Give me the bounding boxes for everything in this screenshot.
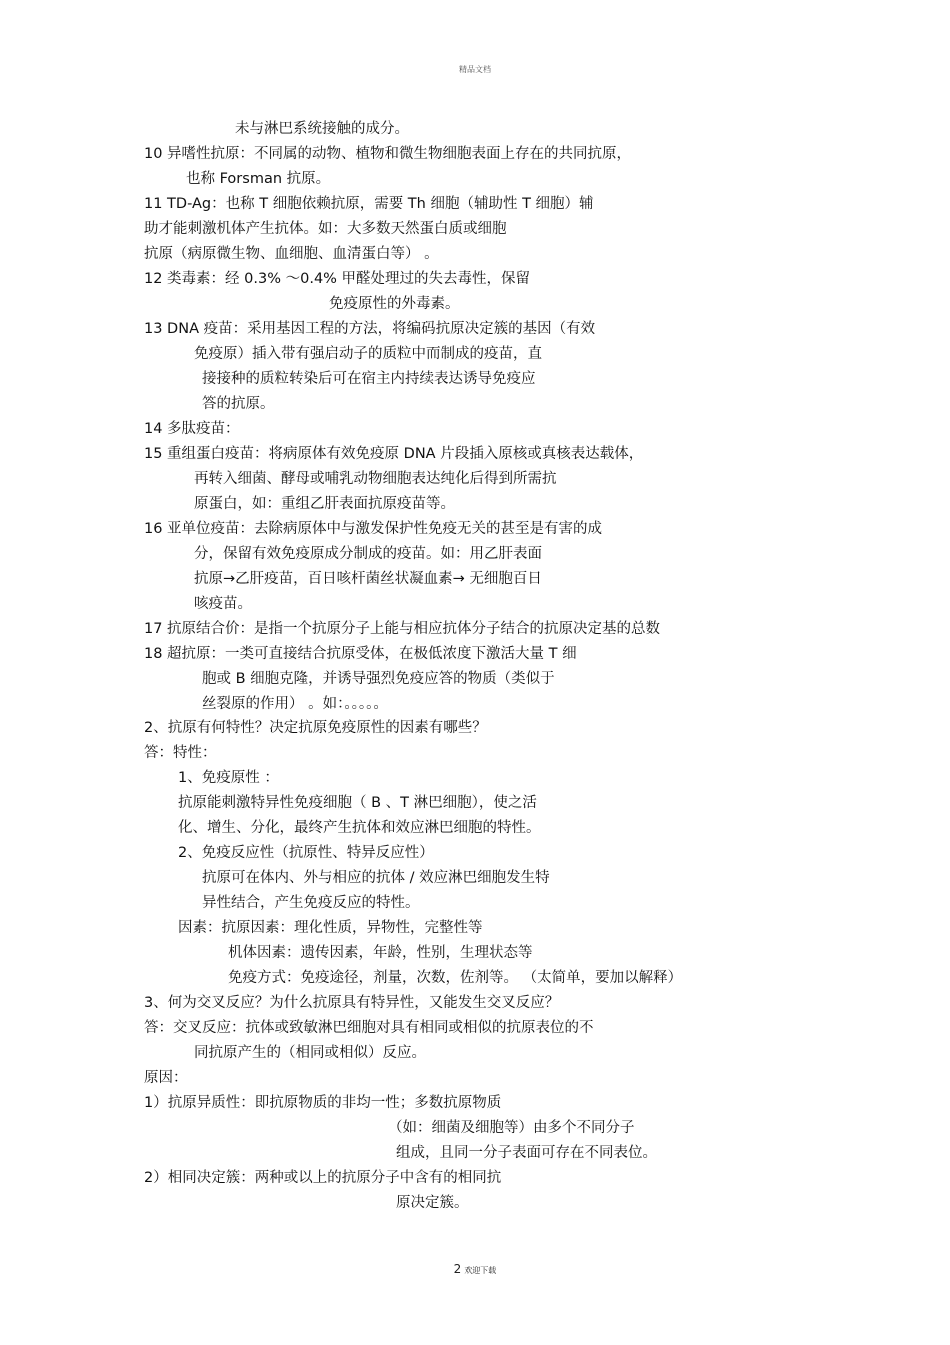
text-line: （如：细菌及细胞等）由多个不同分子 — [388, 1120, 635, 1136]
text-line: 16 亚单位疫苗：去除病原体中与激发保护性免疫无关的甚至是有害的成 — [144, 521, 603, 537]
text-line: 13 DNA 疫苗：采用基因工程的方法，将编码抗原决定簇的基因（有效 — [144, 321, 596, 337]
text-line: 答的抗原。 — [202, 396, 275, 412]
text-line: 抗原（病原微生物、血细胞、血清蛋白等） 。 — [144, 246, 439, 262]
footer-text: 欢迎下载 — [464, 1266, 497, 1275]
text-line: 接接种的质粒转染后可在宿主内持续表达诱导免疫应 — [202, 371, 536, 387]
text-line: 10 异嗜性抗原：不同属的动物、植物和微生物细胞表面上存在的共同抗原， — [144, 146, 632, 162]
text-line: 2）相同决定簇：两种或以上的抗原分子中含有的相同抗 — [144, 1170, 502, 1186]
text-line: 17 抗原结合价：是指一个抗原分子上能与相应抗体分子结合的抗原决定基的总数 — [144, 621, 661, 637]
page-header: 精品文档 — [459, 65, 491, 74]
text-line: 原因： — [144, 1070, 188, 1086]
text-line: 原决定簇。 — [396, 1195, 469, 1211]
text-line: 异性结合，产生免疫反应的特性。 — [202, 895, 420, 911]
text-line: 助才能刺激机体产生抗体。如：大多数天然蛋白质或细胞 — [144, 221, 507, 237]
text-line: 答：交叉反应：抗体或致敏淋巴细胞对具有相同或相似的抗原表位的不 — [144, 1020, 594, 1036]
text-line: 抗原能刺激特异性免疫细胞（ B 、T 淋巴细胞），使之活 — [178, 795, 537, 811]
text-line: 3、何为交叉反应？为什么抗原具有特异性，又能发生交叉反应？ — [144, 995, 560, 1011]
text-line: 12 类毒素：经 0.3% ～0.4% 甲醛处理过的失去毒性，保留 — [144, 271, 531, 287]
text-line: 抗原可在体内、外与相应的抗体 / 效应淋巴细胞发生特 — [202, 870, 550, 886]
page-number: 2 — [453, 1262, 462, 1276]
text-line: 胞或 B 细胞克隆，并诱导强烈免疫应答的物质（类似于 — [202, 671, 555, 687]
text-line: 原蛋白，如：重组乙肝表面抗原疫苗等。 — [194, 496, 455, 512]
text-line: 2、免疫反应性（抗原性、特异反应性） — [178, 845, 434, 861]
text-line: 抗原→乙肝疫苗，百日咳杆菌丝状凝血素→ 无细胞百日 — [194, 571, 542, 587]
text-line: 15 重组蛋白疫苗：将病原体有效免疫原 DNA 片段插入原核或真核表达载体， — [144, 446, 644, 462]
page-footer — [0, 1258, 950, 1277]
text-line: 因素：抗原因素：理化性质，异物性，完整性等 — [178, 920, 483, 936]
text-line: 分，保留有效免疫原成分制成的疫苗。如：用乙肝表面 — [194, 546, 542, 562]
text-line: 丝裂原的作用） 。如：。。。。。 — [202, 696, 388, 712]
text-line: 化、增生、分化，最终产生抗体和效应淋巴细胞的特性。 — [178, 820, 541, 836]
text-line: 14 多肽疫苗： — [144, 421, 240, 437]
text-line: 未与淋巴系统接触的成分。 — [235, 121, 409, 137]
text-line: 也称 Forsman 抗原。 — [186, 171, 331, 187]
text-line: 免疫原）插入带有强启动子的质粒中而制成的疫苗，直 — [194, 346, 542, 362]
text-line: 答：特性： — [144, 745, 217, 761]
text-line: 咳疫苗。 — [194, 596, 252, 612]
text-line: 免疫方式：免疫途径，剂量，次数，佐剂等。 （太简单，要加以解释） — [228, 970, 683, 986]
text-line: 免疫原性的外毒素。 — [329, 296, 460, 312]
text-line: 11 TD-Ag：也称 T 细胞依赖抗原，需要 Th 细胞（辅助性 T 细胞）辅 — [144, 196, 594, 212]
text-line: 1）抗原异质性：即抗原物质的非均一性；多数抗原物质 — [144, 1095, 502, 1111]
text-line: 2、抗原有何特性？决定抗原免疫原性的因素有哪些？ — [144, 720, 487, 736]
text-line: 18 超抗原：一类可直接结合抗原受体，在极低浓度下激活大量 T 细 — [144, 646, 577, 662]
text-line: 1、免疫原性 ： — [178, 770, 279, 786]
text-line: 再转入细菌、酵母或哺乳动物细胞表达纯化后得到所需抗 — [194, 471, 557, 487]
text-line: 机体因素：遗传因素，年龄，性别，生理状态等 — [228, 945, 533, 961]
text-line: 组成，且同一分子表面可存在不同表位。 — [396, 1145, 657, 1161]
text-line: 同抗原产生的（相同或相似）反应。 — [194, 1045, 426, 1061]
